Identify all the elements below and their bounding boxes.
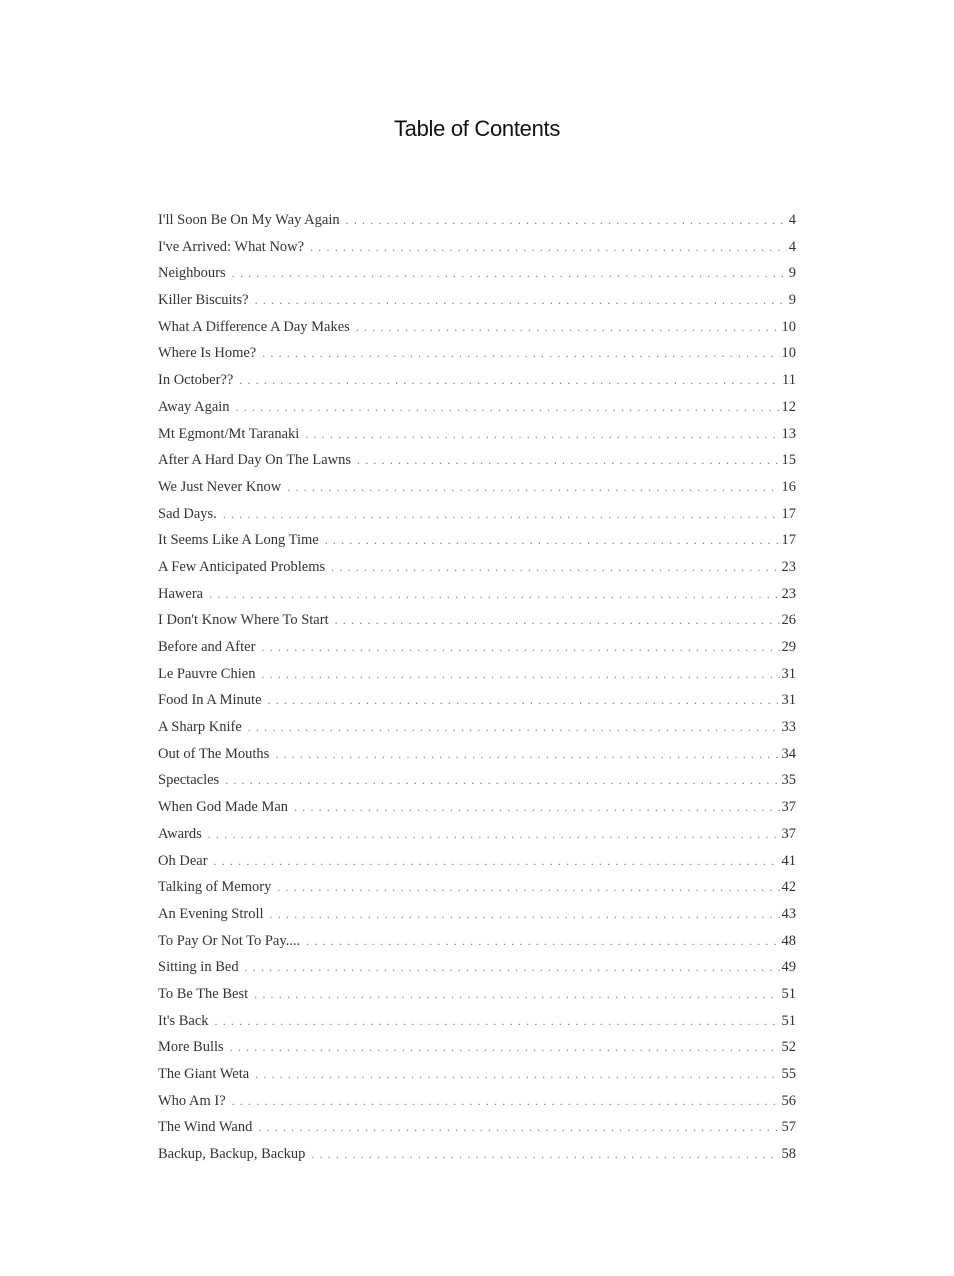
toc-entry-title[interactable]: What A Difference A Day Makes [158,318,350,335]
toc-entry[interactable] [158,345,796,372]
toc-entry[interactable] [158,639,796,666]
toc-entry-title[interactable]: After A Hard Day On The Lawns [158,452,352,469]
toc-entry-title[interactable]: More Bulls [158,1039,224,1056]
toc-dot-leader [232,1094,780,1109]
toc-dot-leader [261,640,779,655]
toc-entry[interactable] [158,399,796,426]
toc-entry[interactable] [158,853,796,880]
toc-page-number[interactable]: 51 [781,1012,796,1029]
toc-dot-leader [215,1014,780,1029]
toc-page-number[interactable]: 57 [781,1119,796,1136]
toc-dot-leader [262,346,779,361]
toc-dot-leader [223,507,780,522]
toc-entry[interactable] [158,1146,796,1173]
toc-dot-leader [311,1147,779,1162]
toc-entry-title[interactable]: I'll Soon Be On My Way Again [158,212,340,228]
toc-entry-title[interactable]: In October?? [158,372,234,389]
toc-entry-title[interactable]: Away Again [158,398,230,415]
toc-dot-leader [239,373,780,388]
toc-entry-title[interactable]: Backup, Backup, Backup [158,1146,306,1163]
toc-entry-title[interactable]: Out of The Mouths [158,745,270,762]
toc-page-number[interactable]: 4 [788,212,796,228]
toc-dot-leader [306,934,779,949]
toc-dot-leader [310,240,787,255]
toc-page-number[interactable]: 13 [781,425,796,442]
toc-entry[interactable] [158,799,796,826]
toc-entry[interactable] [158,452,796,479]
toc-entry-title[interactable]: To Be The Best [158,985,249,1002]
toc-page-number[interactable]: 17 [781,505,796,522]
toc-dot-leader [209,587,779,602]
toc-page-number[interactable]: 31 [781,692,796,709]
toc-entry[interactable] [158,372,796,399]
toc-entry[interactable] [158,959,796,986]
toc-dot-leader [268,693,780,708]
toc-entry-title[interactable]: When God Made Man [158,799,289,816]
toc-entry[interactable] [158,1093,796,1120]
toc-page-number[interactable]: 56 [781,1092,796,1109]
toc-dot-leader [287,480,779,495]
toc-entry-title[interactable]: Where Is Home? [158,345,257,362]
toc-entry-title[interactable]: It's Back [158,1012,209,1029]
toc-dot-leader [255,293,787,308]
toc-entry[interactable] [158,666,796,693]
toc-entry-title[interactable]: Who Am I? [158,1092,226,1109]
toc-entry[interactable] [158,986,796,1013]
toc-page-number[interactable]: 58 [781,1146,796,1163]
toc-page-number[interactable]: 15 [781,452,796,469]
toc-entry-title[interactable]: Sad Days. [158,505,217,522]
toc-page-number[interactable]: 29 [781,639,796,655]
toc-entry-title[interactable]: Hawera [158,585,204,602]
toc-page-number[interactable]: 11 [782,372,796,389]
toc-page-number[interactable]: 26 [781,612,796,629]
toc-entry-title[interactable]: A Few Anticipated Problems [158,558,326,575]
toc-entry-title[interactable]: A Sharp Knife [158,719,242,736]
toc-page-number[interactable]: 52 [781,1039,796,1056]
toc-entry-title[interactable]: Neighbours [158,265,226,282]
toc-entry-title[interactable]: Food In A Minute [158,692,262,709]
toc-page-number[interactable]: 31 [781,665,796,682]
toc-page-number[interactable]: 49 [781,959,796,976]
toc-page-number[interactable]: 51 [781,985,796,1002]
table-of-contents-list [158,212,796,1173]
toc-dot-leader [305,427,779,442]
toc-dot-leader [232,266,787,281]
toc-entry[interactable] [158,212,796,239]
toc-page-number[interactable]: 35 [781,772,796,789]
toc-dot-leader [277,880,779,895]
toc-entry[interactable] [158,239,796,266]
toc-entry-title[interactable]: I Don't Know Where To Start [158,612,329,629]
toc-dot-leader [270,907,780,922]
toc-entry[interactable] [158,1013,796,1040]
toc-page-number[interactable]: 4 [788,238,796,255]
toc-entry[interactable] [158,879,796,906]
toc-dot-leader [335,613,780,628]
toc-entry[interactable] [158,719,796,746]
toc-page-number[interactable]: 34 [781,745,796,762]
toc-entry-title[interactable]: An Evening Stroll [158,905,264,922]
toc-entry[interactable] [158,559,796,586]
toc-page-number[interactable]: 37 [781,825,796,842]
toc-entry-title[interactable]: Le Pauvre Chien [158,665,256,682]
toc-page-number[interactable]: 16 [781,478,796,495]
toc-dot-leader [357,453,779,468]
toc-entry[interactable] [158,586,796,613]
toc-entry[interactable] [158,479,796,506]
toc-page-number[interactable]: 55 [781,1066,796,1082]
toc-entry-title[interactable]: Spectacles [158,772,220,789]
toc-entry[interactable] [158,826,796,853]
toc-dot-leader [331,560,779,575]
toc-entry-title[interactable]: The Wind Wand [158,1119,253,1136]
toc-entry-title[interactable]: Talking of Memory [158,879,272,896]
toc-entry[interactable] [158,265,796,292]
toc-entry[interactable] [158,746,796,773]
toc-dot-leader [356,320,780,335]
toc-entry[interactable] [158,292,796,319]
toc-dot-leader [275,747,779,762]
toc-entry[interactable] [158,1039,796,1066]
toc-page-number[interactable]: 23 [781,585,796,602]
toc-entry-title[interactable]: We Just Never Know [158,478,282,495]
toc-page-number[interactable]: 37 [781,799,796,816]
toc-dot-leader [261,667,779,682]
toc-entry[interactable] [158,692,796,719]
toc-dot-leader [236,400,780,415]
toc-page-number[interactable]: 43 [781,905,796,922]
toc-entry[interactable] [158,319,796,346]
toc-dot-leader [294,800,779,815]
toc-dot-leader [230,1040,780,1055]
toc-entry[interactable] [158,1119,796,1146]
toc-entry-title[interactable]: Killer Biscuits? [158,292,249,309]
toc-page-number[interactable]: 33 [781,719,796,736]
toc-entry[interactable] [158,906,796,933]
toc-page-number[interactable]: 23 [781,558,796,575]
toc-dot-leader [258,1120,779,1135]
toc-page-number[interactable]: 17 [781,532,796,549]
toc-page-number[interactable]: 48 [781,932,796,949]
toc-page-number[interactable]: 10 [781,318,796,335]
toc-entry-title[interactable]: Oh Dear [158,852,208,869]
toc-page-number[interactable]: 42 [781,879,796,896]
toc-page-number[interactable]: 12 [781,398,796,415]
toc-entry[interactable] [158,532,796,559]
toc-entry-title[interactable]: To Pay Or Not To Pay.... [158,932,301,949]
toc-dot-leader [245,960,780,975]
toc-entry-title[interactable]: Before and After [158,639,256,655]
toc-entry-title[interactable]: It Seems Like A Long Time [158,532,319,549]
toc-dot-leader [225,773,779,788]
toc-dot-leader [254,987,779,1002]
toc-entry[interactable] [158,933,796,960]
toc-dot-leader [248,720,780,735]
toc-dot-leader [325,533,780,548]
toc-page-number[interactable]: 9 [788,292,796,309]
toc-entry[interactable] [158,772,796,799]
toc-entry[interactable] [158,612,796,639]
toc-entry-title[interactable]: Mt Egmont/Mt Taranaki [158,425,300,442]
toc-entry-title[interactable]: The Giant Weta [158,1066,250,1082]
toc-page-number[interactable]: 10 [781,345,796,362]
page-title: Table of Contents [393,116,561,141]
toc-dot-leader [214,854,780,869]
toc-entry-title[interactable]: I've Arrived: What Now? [158,238,305,255]
toc-dot-leader [346,213,787,228]
toc-entry[interactable] [158,426,796,453]
toc-dot-leader [208,827,780,842]
toc-entry-title[interactable]: Sitting in Bed [158,959,239,976]
toc-entry[interactable] [158,1066,796,1093]
toc-entry[interactable] [158,506,796,533]
toc-page-number[interactable]: 41 [781,852,796,869]
toc-dot-leader [255,1067,779,1082]
toc-page-number[interactable]: 9 [788,265,796,282]
toc-entry-title[interactable]: Awards [158,825,202,842]
